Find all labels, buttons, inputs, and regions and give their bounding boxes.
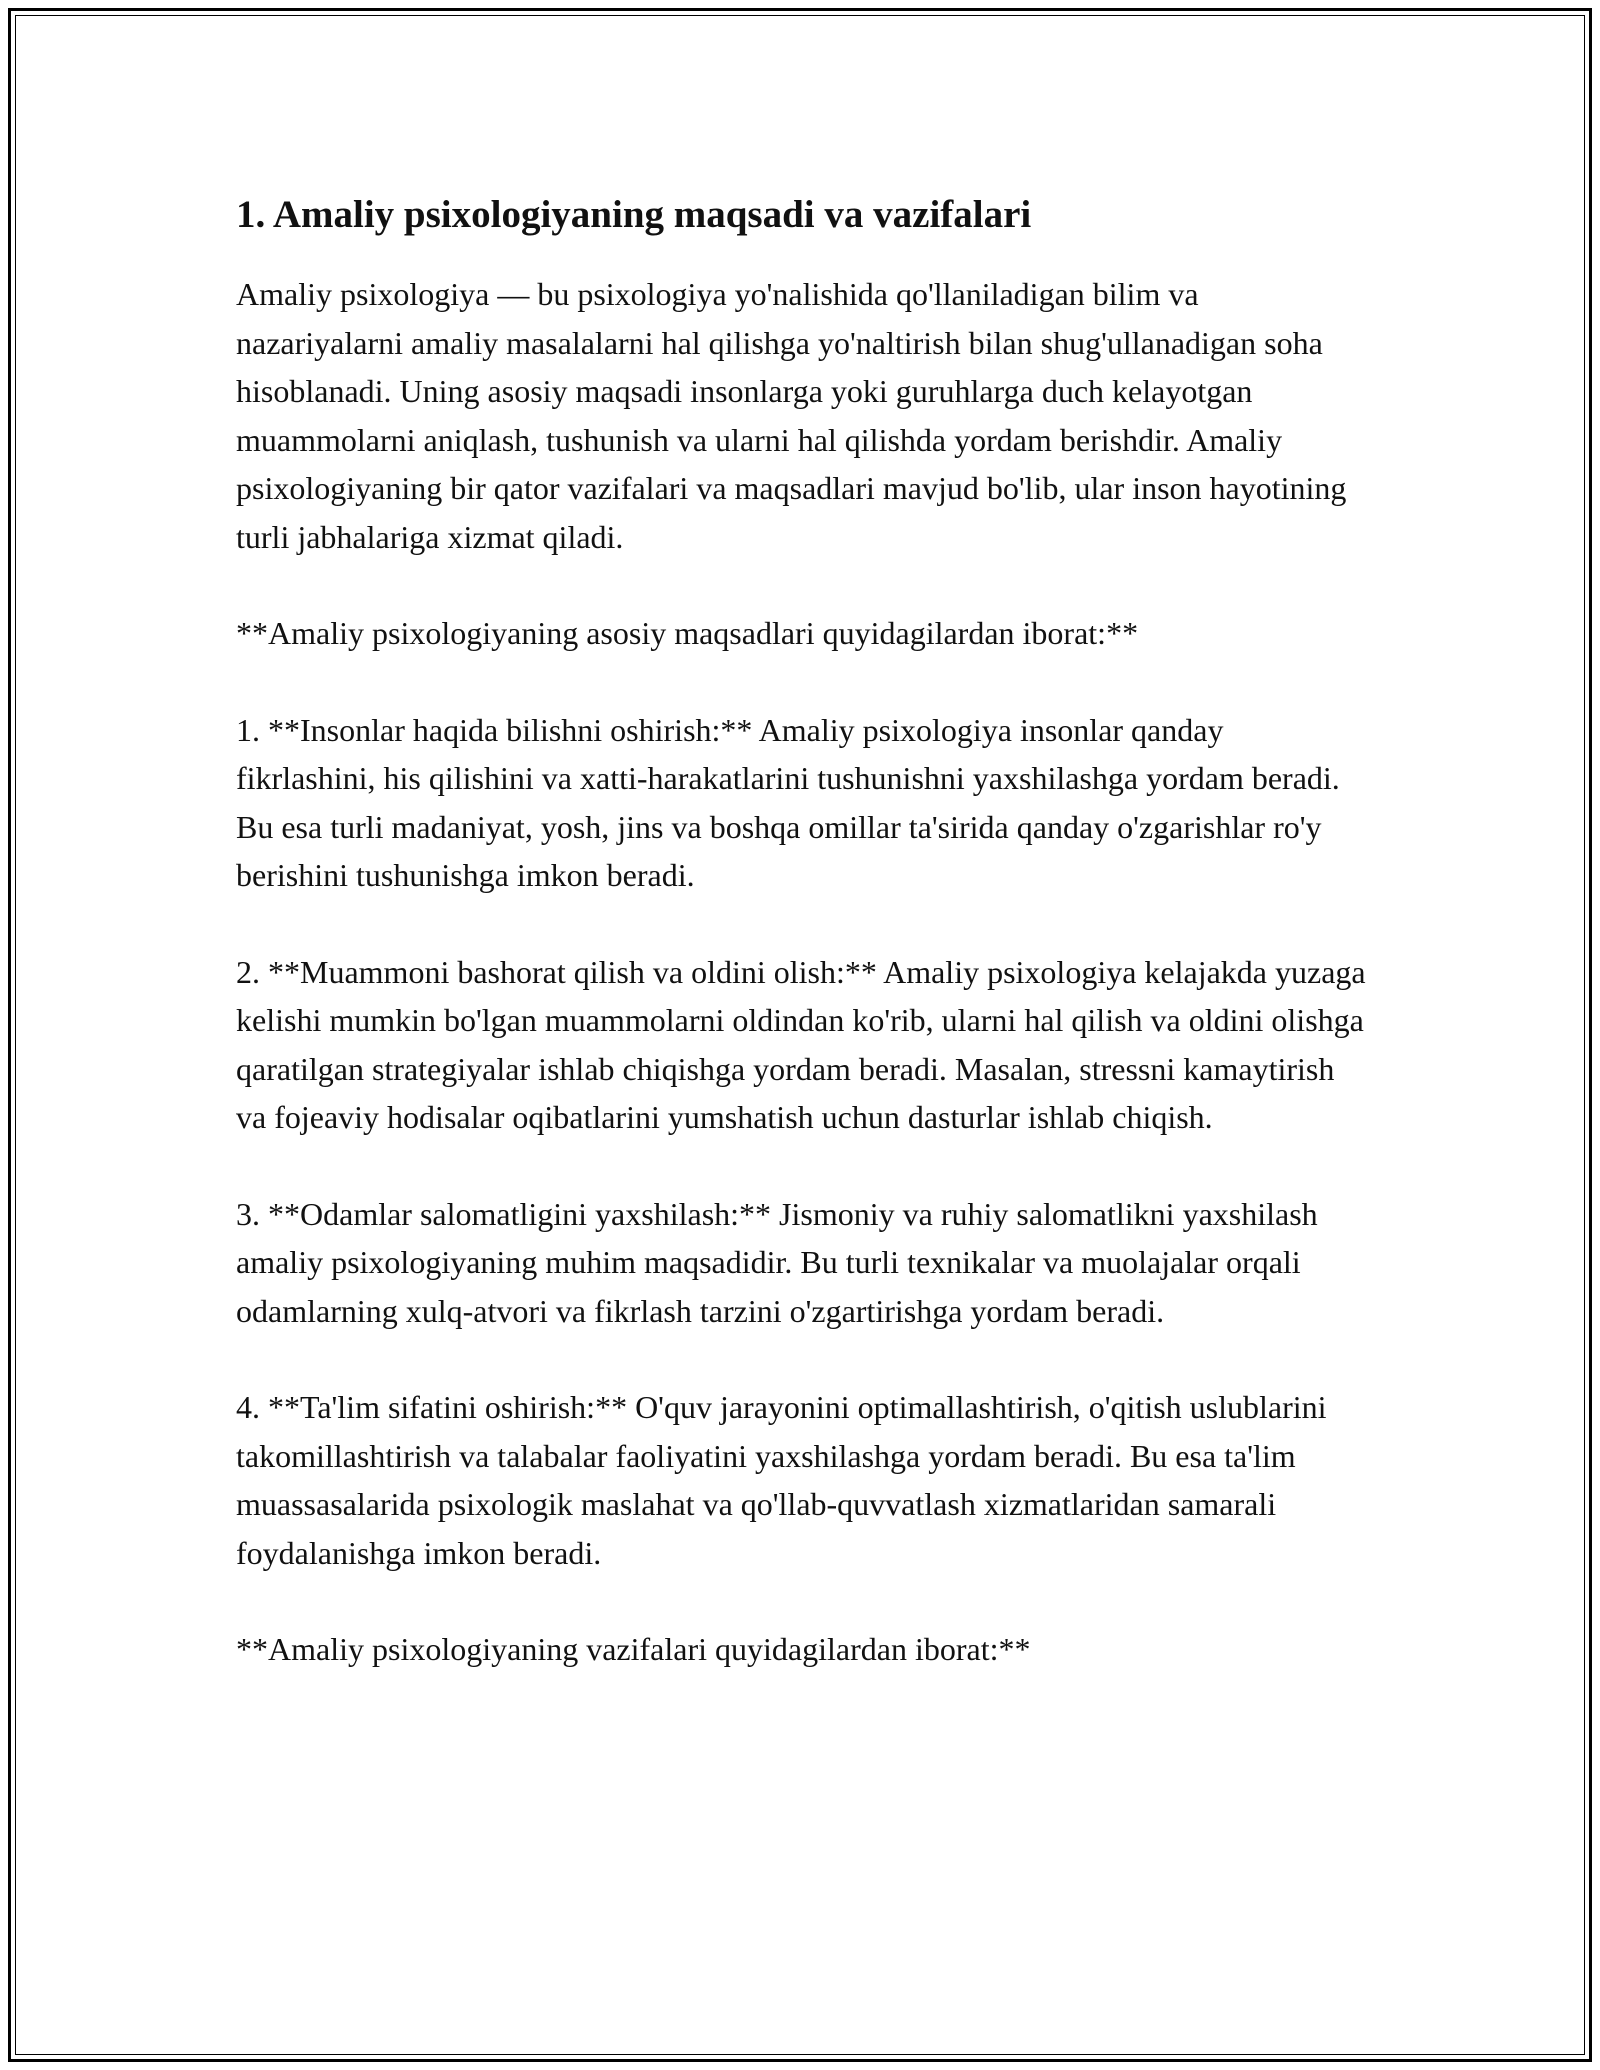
intro-paragraph: Amaliy psixologiya — bu psixologiya yo'nalishida qo'llaniladigan bilim va nazariyalarni amaliy masalalarni hal qilishga yo'naltirish bilan shug'ullanadigan soha hisoblanadi. Uning asosiy maqsadi insonlarga yoki guruhlarga duch kelayotgan muammolarni aniqlash, tushunish va ularni hal qilishda yordam berishdir. Amaliy psixologiyaning bir qator vazifalari va maqsadlari mavjud bo'lib, ular inson hayotining turli jabhalariga xizmat qiladi. (236, 276, 1347, 555)
goal-item-3: 3. **Odamlar salomatligini yaxshilash:** Jismoniy va ruhiy salomatlikni yaxshilash amaliy psixologiyaning muhim maqsadidir. Bu turli texnikalar va muolajalar orqali odamlarning xulq-atvori va fikrlash tarzini o'zgartirishga yordam beradi. (236, 1195, 1318, 1329)
goal-item-1: 1. **Insonlar haqida bilishni oshirish:** Amaliy psixologiya insonlar qanday fikrlashini, his qilishini va xatti-harakatlarini tushunishni yaxshilashga yordam beradi. Bu esa turli madaniyat, yosh, jins va boshqa omillar ta'sirida qanday o'zgarishlar ro'y berishini tushunishga imkon beradi. (236, 711, 1340, 893)
tasks-heading-paragraph: **Amaliy psixologiyaning vazifalari quyidagilardan iborat:** (236, 1631, 1031, 1667)
document-body (236, 186, 1366, 1722)
goal-item-4: 4. **Ta'lim sifatini oshirish:** O'quv jarayonini optimallashtirish, o'qitish uslublarini takomillashtirish va talabalar faoliyatini yaxshilashga yordam beradi. Bu esa ta'lim muassasalarida psixologik maslahat va qo'llab-quvvatlash xizmatlaridan samarali foydalanishga imkon beradi. (236, 1389, 1327, 1571)
goal-item-2: 2. **Muammoni bashorat qilish va oldini olish:** Amaliy psixologiya kelajakda yuzaga kelishi mumkin bo'lgan muammolarni oldindan ko'rib, ularni hal qilish va oldini olishga qaratilgan strategiyalar ishlab chiqishga yordam beradi. Masalan, stressni kamaytirish va fojeaviy hodisalar oqibatlarini yumshatish uchun dasturlar ishlab chiqish. (236, 953, 1366, 1135)
goals-heading-paragraph: **Amaliy psixologiyaning asosiy maqsadlari quyidagilardan iborat:** (236, 615, 1139, 651)
section-heading: 1. Amaliy psixologiyaning maqsadi va vazifalari (236, 193, 1032, 236)
